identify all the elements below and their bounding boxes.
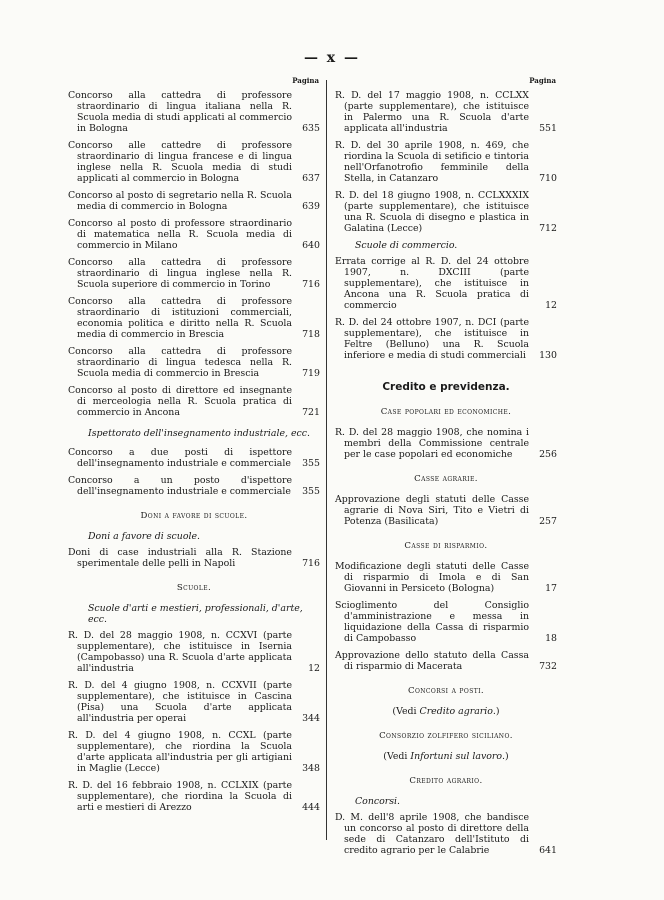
cross-reference-link: Infortuni sul lavoro — [410, 751, 503, 762]
index-entry-page: 637 — [302, 173, 320, 184]
index-entry — [335, 561, 557, 594]
index-entry — [68, 90, 320, 134]
index-entry — [335, 600, 557, 644]
index-entry — [335, 494, 557, 527]
index-entry-text: Concorso alla cattedra di professore straordinario di lingua inglese nella R. Scuola superiore di commercio in Torino — [68, 257, 292, 290]
index-entry-text: Concorso alla cattedra di professore straordinario di istituzioni commerciali, economia politica e diritto nella R. Scuola media di commercio in Brescia — [68, 296, 292, 340]
index-entry — [68, 630, 320, 674]
index-entry-text: D. M. dell'8 aprile 1908, che bandisce un concorso al posto di direttore della sede di Catanzaro dell'Istituto di credito agrario per le Calabrie — [335, 812, 529, 856]
index-entry — [68, 385, 320, 418]
index-entry — [335, 427, 557, 460]
index-entry-page: 18 — [545, 633, 557, 644]
index-entry-page: 355 — [302, 458, 320, 469]
subsection-heading: Scuole d'arti e mestieri, professionali, d'arte, ecc. — [88, 603, 303, 625]
index-entry — [68, 296, 320, 340]
index-entry-page: 639 — [302, 201, 320, 212]
main-section-heading: Credito e previdenza. — [382, 381, 510, 393]
index-entry-page: 635 — [302, 123, 320, 134]
index-entry — [335, 190, 557, 234]
index-entry-text: Concorso alla cattedra di professore straordinario di lingua italiana nella R. Scuola media di studi applicati al commercio in Bologna — [68, 90, 292, 134]
index-entry-page: 719 — [302, 368, 320, 379]
index-entry-text: R. D. del 16 febbraio 1908, n. CCLXIX (parte supplementare), che riordina la Scuola di arti e mestieri di Arezzo — [68, 780, 292, 813]
index-entry-page: 718 — [302, 329, 320, 340]
subsection-heading: Concorsi. — [355, 796, 401, 807]
index-entry — [68, 447, 320, 469]
index-entry-text: Approvazione dello statuto della Cassa di risparmio di Macerata — [335, 650, 529, 672]
index-entry-page: 710 — [539, 173, 557, 184]
cross-reference-link: Credito agrario — [419, 706, 493, 717]
index-entry-page: 256 — [539, 449, 557, 460]
index-entry-text: R. D. del 24 ottobre 1907, n. DCI (parte supplementare), che istituisce in Feltre (Belluno) una R. Scuola inferiore e media di studi commerciali — [335, 317, 529, 361]
index-entry-page: 716 — [302, 279, 320, 290]
section-heading: Case popolari ed economiche. — [380, 407, 512, 417]
index-entry — [68, 547, 320, 569]
index-entry-page: 257 — [539, 516, 557, 527]
right-column — [335, 76, 557, 862]
column-divider — [326, 80, 327, 840]
section-heading: Concorsi a posti. — [407, 686, 485, 696]
index-entry-page: 355 — [302, 486, 320, 497]
index-entry — [335, 256, 557, 311]
index-entry — [335, 650, 557, 672]
index-entry — [68, 140, 320, 184]
index-entry-text: R. D. del 28 maggio 1908, che nomina i membri della Commissione centrale per le case popolari ed economiche — [335, 427, 529, 460]
index-entry-text: Modificazione degli statuti delle Casse di risparmio di Imola e di San Giovanni in Persiceto (Bologna) — [335, 561, 529, 594]
section-heading: Doni a favore di scuole. — [140, 511, 248, 521]
subsection-heading: Doni a favore di scuole. — [88, 531, 201, 542]
index-entry-page: 721 — [302, 407, 320, 418]
index-entry — [68, 190, 320, 212]
page-column-label: Pagina — [529, 76, 556, 85]
cross-reference: (Vedi Infortuni sul lavoro.) — [383, 751, 509, 762]
index-entry — [335, 812, 557, 856]
index-entry-text: Concorso alle cattedre di professore straordinario di lingua francese e di lingua inglese nella R. Scuola media di studi applicati al commercio in Bologna — [68, 140, 292, 184]
section-heading: Credito agrario. — [409, 776, 483, 786]
section-heading: Casse di risparmio. — [404, 541, 488, 551]
index-entry-page: 444 — [302, 802, 320, 813]
index-entry-page: 712 — [539, 223, 557, 234]
index-entry — [68, 218, 320, 251]
index-entry-text: Concorso a due posti di ispettore dell'insegnamento industriale e commerciale — [68, 447, 292, 469]
index-entry-text: Doni di case industriali alla R. Stazione sperimentale delle pelli in Napoli — [68, 547, 292, 569]
index-entry — [68, 780, 320, 813]
section-heading: Casse agrarie. — [414, 474, 478, 484]
index-entry-page: 348 — [302, 763, 320, 774]
index-entry-page: 12 — [308, 663, 320, 674]
index-entry-text: Concorso alla cattedra di professore straordinario di lingua tedesca nella R. Scuola media di commercio in Brescia — [68, 346, 292, 379]
section-heading: Consorzio zolfifero siciliano. — [379, 731, 513, 741]
index-entry — [335, 140, 557, 184]
index-entry-text: R. D. del 18 giugno 1908, n. CCLXXXIX (parte supplementare), che istituisce una R. Scuola di disegno e plastica in Galatina (Lecce) — [335, 190, 529, 234]
index-entry-text: Concorso al posto di direttore ed insegnante di merceologia nella R. Scuola pratica di commercio in Ancona — [68, 385, 292, 418]
index-entry-page: 641 — [539, 845, 557, 856]
index-entry — [68, 680, 320, 724]
index-entry-text: Concorso a un posto d'ispettore dell'insegnamento industriale e commerciale — [68, 475, 292, 497]
index-entry-text: R. D. del 17 maggio 1908, n. CCLXX (parte supplementare), che istituisce in Palermo una R. Scuola d'arte applicata all'industria — [335, 90, 529, 134]
index-entry — [68, 730, 320, 774]
index-entry-page: 732 — [539, 661, 557, 672]
index-entry-text: R. D. del 4 giugno 1908, n. CCXVII (parte supplementare), che istituisce in Cascina (Pisa) una Scuola d'arte applicata all'industria per operai — [68, 680, 292, 724]
left-column — [68, 76, 320, 819]
section-heading: Scuole. — [176, 583, 212, 593]
index-entry-text: R. D. del 4 giugno 1908, n. CCXL (parte supplementare), che riordina la Scuola d'arte applicata all'industria per gli artigiani in Maglie (Lecce) — [68, 730, 292, 774]
index-entry-text: Concorso al posto di segretario nella R. Scuola media di commercio in Bologna — [68, 190, 292, 212]
index-entry-page: 12 — [545, 300, 557, 311]
index-entry — [335, 90, 557, 134]
index-entry — [68, 346, 320, 379]
index-entry-text: Scioglimento del Consiglio d'amministrazione e messa in liquidazione della Cassa di risparmio di Campobasso — [335, 600, 529, 644]
index-entry-page: 130 — [539, 350, 557, 361]
index-entry-page: 640 — [302, 240, 320, 251]
cross-reference: (Vedi Credito agrario.) — [392, 706, 500, 717]
index-entry — [68, 257, 320, 290]
index-entry-page: 17 — [545, 583, 557, 594]
page-header: — x — — [303, 50, 361, 66]
subsection-heading: Ispettorato dell'insegnamento industriale, ecc. — [88, 428, 310, 439]
index-entry-text: Errata corrige al R. D. del 24 ottobre 1907, n. DXCIII (parte supplementare), che istituisce in Ancona una R. Scuola pratica di commercio — [335, 256, 529, 311]
page-column-label: Pagina — [292, 76, 319, 85]
index-entry — [335, 317, 557, 361]
subsection-heading: Scuole di commercio. — [355, 240, 458, 251]
index-entry-text: R. D. del 28 maggio 1908, n. CCXVI (parte supplementare), che istituisce in Isernia (Campobasso) una R. Scuola d'arte applicata all'industria — [68, 630, 292, 674]
index-entry — [68, 475, 320, 497]
index-entry-page: 716 — [302, 558, 320, 569]
index-entry-page: 344 — [302, 713, 320, 724]
index-entry-text: Approvazione degli statuti delle Casse agrarie di Nova Siri, Tito e Vietri di Potenza (Basilicata) — [335, 494, 529, 527]
index-entry-text: Concorso al posto di professore straordinario di matematica nella R. Scuola media di commercio in Milano — [68, 218, 292, 251]
index-entry-text: R. D. del 30 aprile 1908, n. 469, che riordina la Scuola di setificio e tintoria nell'Orfanotrofio femminile della Stella, in Catanzaro — [335, 140, 529, 184]
index-entry-page: 551 — [539, 123, 557, 134]
